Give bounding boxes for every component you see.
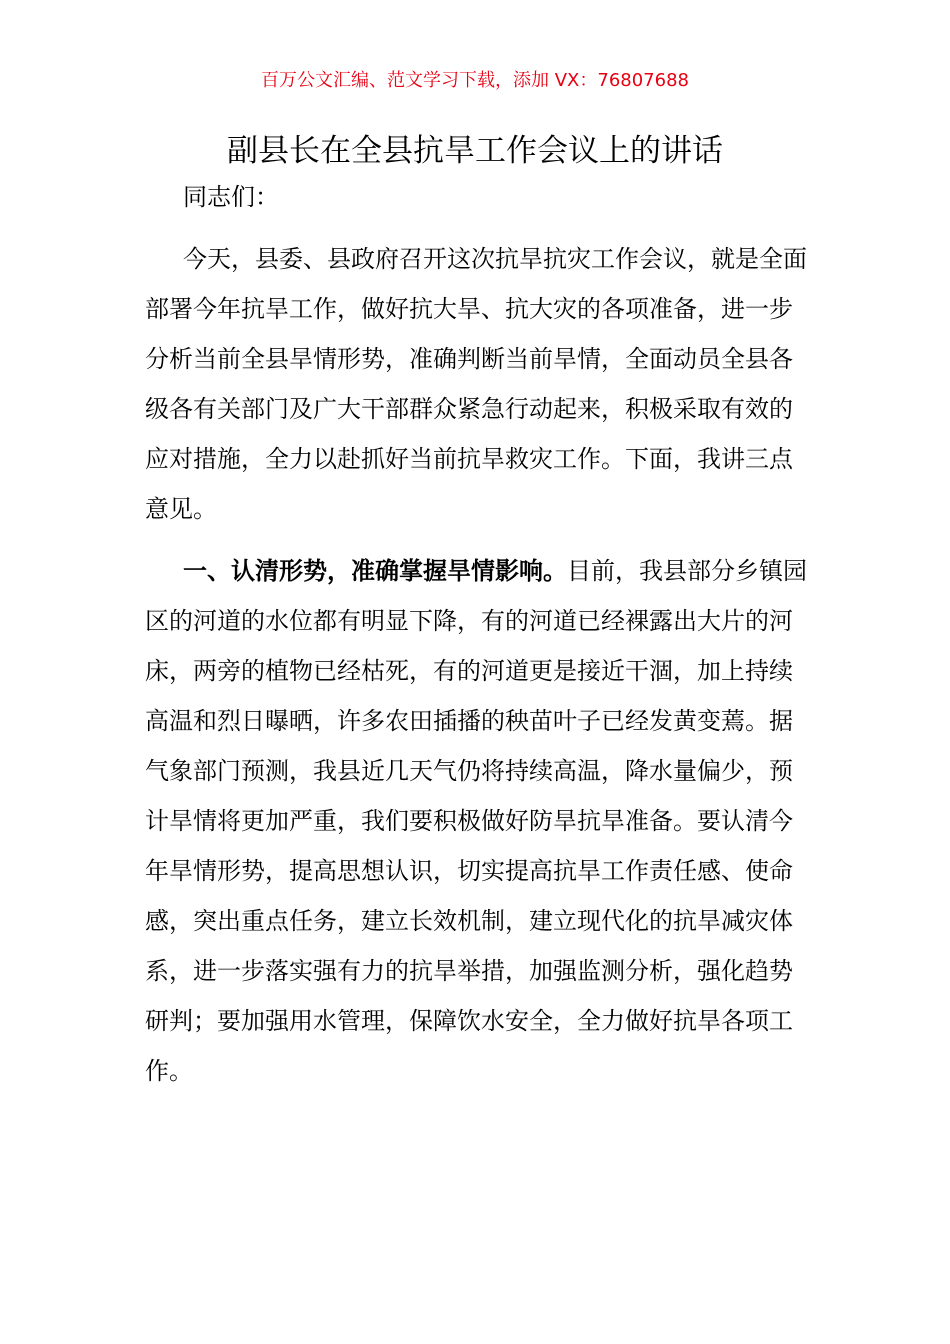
document-title: 副县长在全县抗旱工作会议上的讲话 (227, 133, 723, 169)
paragraph-intro: 今天，县委、县政府召开这次抗旱抗灾工作会议，就是全面部署今年抗旱工作，做好抗大旱、抗大灾的各项准备，进一步分析当前全县旱情形势，准确判断当前旱情，全面动员全县各级各有关部门及广大干部群众紧急行动起来，积极采取有效的应对措施，全力以赴抓好当前抗旱救灾工作。下面，我讲三点意见。 (145, 245, 807, 523)
section-1-body: 目前，我县部分乡镇园区的河道的水位都有明显下降，有的河道已经裸露出大片的河床，两旁的植物已经枯死，有的河道更是接近干涸，加上持续高温和烈日曝晒，许多农田插播的秧苗叶子已经发黄变蔫。据气象部门预测，我县近几天气仍将持续高温，降水量偏少，预计旱情将更加严重，我们要积极做好防旱抗旱准备。要认清今年旱情形势，提高思想认识，切实提高抗旱工作责任感、使命感，突出重点任务，建立长效机制，建立现代化的抗旱减灾体系，进一步落实强有力的抗旱举措，加强监测分析，强化趋势研判；要加强用水管理，保障饮水安全，全力做好抗旱各项工作。 (145, 557, 807, 1085)
header-promo-note: 百万公文汇编、范文学习下载，添加 VX：76807688 (261, 70, 689, 91)
section-1-heading: 一、认清形势，准确掌握旱情影响。 (183, 557, 567, 585)
document-body (145, 172, 807, 1096)
paragraph-section-1 (145, 546, 807, 1096)
salutation: 同志们： (183, 183, 279, 211)
